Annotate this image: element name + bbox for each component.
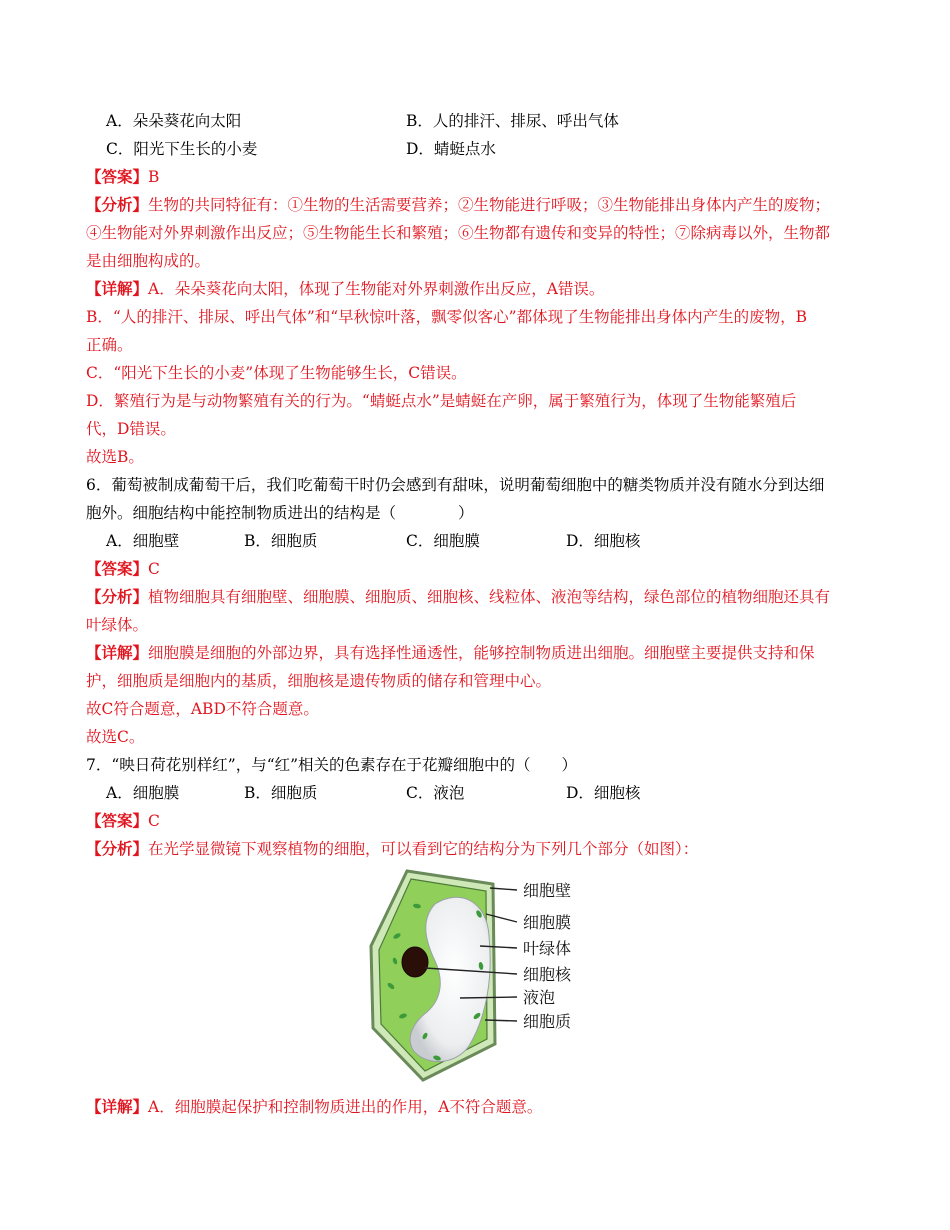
q5-conclusion: 故选B。 bbox=[86, 448, 144, 466]
label-cytoplasm: 细胞质 bbox=[523, 1012, 572, 1031]
q6-conclusion-1: 故C符合题意，ABD不符合题意。 bbox=[86, 700, 319, 718]
q5-option-c: C．阳光下生长的小麦 bbox=[106, 140, 258, 158]
q7-analysis: 【分析】在光学显微镜下观察植物的细胞，可以看到它的结构分为下列几个部分（如图）： bbox=[86, 839, 699, 858]
q6-option-b: B．细胞质 bbox=[244, 532, 318, 550]
q5-option-a: A．朵朵葵花向太阳 bbox=[106, 112, 242, 130]
q6-analysis-line-2: 叶绿体。 bbox=[86, 616, 149, 634]
q6-option-a: A．细胞壁 bbox=[106, 532, 180, 550]
q5-option-d: D．蜻蜓点水 bbox=[406, 140, 496, 158]
q5-detail-line-4: C．“阳光下生长的小麦”体现了生物能够生长，C错误。 bbox=[86, 364, 467, 382]
q6-detail-line-2: 护，细胞质是细胞内的基质，细胞核是遗传物质的储存和管理中心。 bbox=[86, 672, 552, 690]
q7-detail: 【详解】A．细胞膜起保护和控制物质进出的作用，A不符合题意。 bbox=[86, 1097, 543, 1116]
q5-detail-line-5: D．繁殖行为是与动物繁殖有关的行为。“蜻蜓点水”是蜻蜓在产卵，属于繁殖行为，体现了生物能繁殖后 bbox=[86, 392, 797, 410]
q6-answer: 【答案】C bbox=[86, 559, 160, 578]
q6-stem-line-2: 胞外。细胞结构中能控制物质进出的结构是（ ） bbox=[86, 504, 474, 522]
q7-option-a: A．细胞膜 bbox=[106, 784, 180, 802]
q6-option-c: C．细胞膜 bbox=[406, 532, 480, 550]
q5-analysis-line-1: 【分析】生物的共同特征有：①生物的生活需要营养；②生物能进行呼吸；③生物能排出身体内产生的废物； bbox=[86, 195, 831, 214]
q7-answer: 【答案】C bbox=[86, 811, 160, 830]
q5-detail-line-3: 正确。 bbox=[86, 336, 133, 354]
q5-detail-line-1: 【详解】A．朵朵葵花向太阳，体现了生物能对外界刺激作出反应，A错误。 bbox=[86, 279, 605, 298]
q5-detail-line-6: 代，D错误。 bbox=[86, 420, 176, 438]
label-chloroplast: 叶绿体 bbox=[523, 939, 572, 958]
q5-detail-line-2: B．“人的排汗、排尿、呼出气体”和“早秋惊叶落，飘零似客心”都体现了生物能排出身体内产生的废物，B bbox=[86, 308, 807, 326]
q6-detail-line-1: 【详解】细胞膜是细胞的外部边界，具有选择性通透性，能够控制物质进出细胞。细胞壁主要提供支持和保 bbox=[86, 643, 815, 662]
q5-option-b: B．人的排汗、排尿、呼出气体 bbox=[406, 112, 619, 130]
q7-stem: 7．“映日荷花别样红”，与“红”相关的色素存在于花瓣细胞中的（ ） bbox=[86, 756, 578, 774]
nucleus bbox=[402, 947, 428, 977]
q7-option-d: D．细胞核 bbox=[566, 784, 641, 802]
q5-analysis-line-2: ④生物能对外界刺激作出反应；⑤生物能生长和繁殖；⑥生物都有遗传和变异的特性；⑦除病毒以外，生物都 bbox=[86, 224, 831, 242]
label-nucleus: 细胞核 bbox=[523, 965, 572, 984]
q7-option-c: C．液泡 bbox=[406, 784, 465, 802]
q6-analysis-line-1: 【分析】植物细胞具有细胞壁、细胞膜、细胞质、细胞核、线粒体、液泡等结构，绿色部位的植物细胞还具有 bbox=[86, 587, 831, 606]
q7-option-b: B．细胞质 bbox=[244, 784, 318, 802]
label-cell-wall: 细胞壁 bbox=[523, 881, 572, 900]
q6-option-d: D．细胞核 bbox=[566, 532, 641, 550]
label-cell-membrane: 细胞膜 bbox=[523, 913, 572, 932]
label-vacuole: 液泡 bbox=[523, 988, 556, 1007]
q6-conclusion-2: 故选C。 bbox=[86, 728, 145, 746]
q5-analysis-line-3: 是由细胞构成的。 bbox=[86, 252, 211, 270]
q6-stem-line-1: 6．葡萄被制成葡萄干后，我们吃葡萄干时仍会感到有甜味，说明葡萄细胞中的糖类物质并没有随水分到达细 bbox=[86, 476, 825, 494]
plant-cell-diagram bbox=[365, 866, 595, 1086]
q5-answer: 【答案】B bbox=[86, 167, 160, 186]
